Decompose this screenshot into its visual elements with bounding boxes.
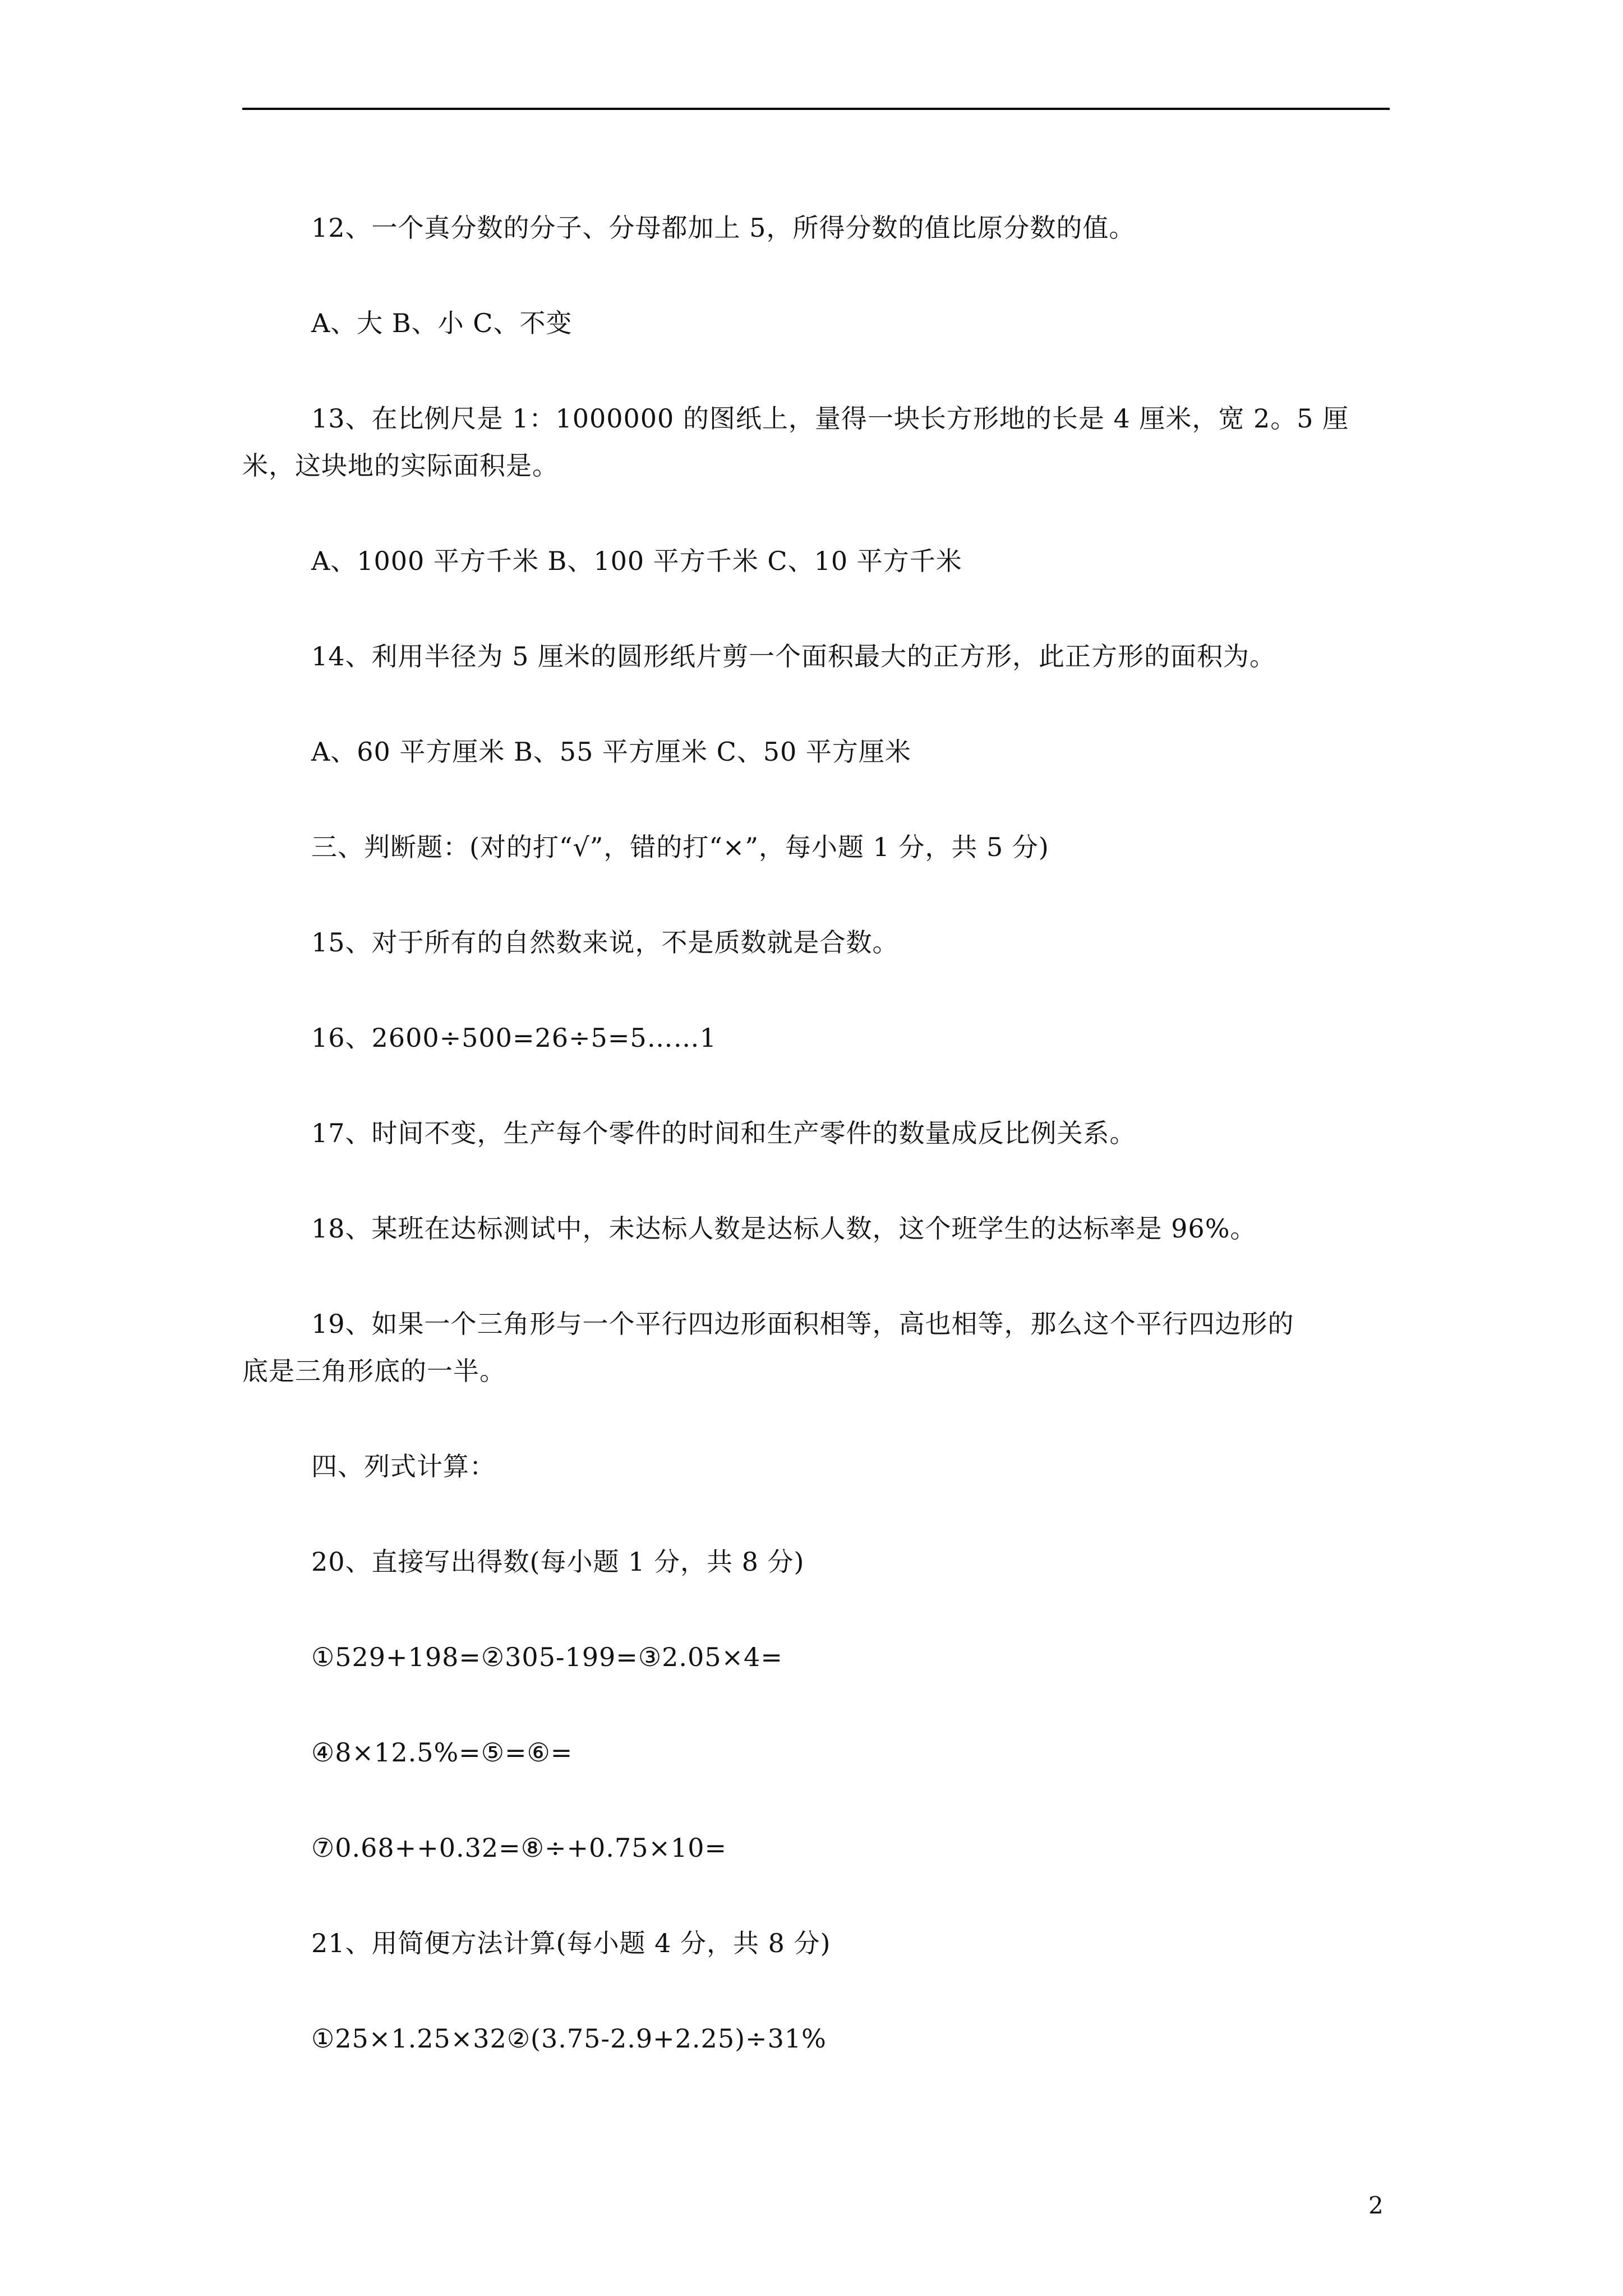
question-17: 17、时间不变，生产每个零件的时间和生产零件的数量成反比例关系。 xyxy=(311,1118,1136,1148)
question-20-items-1: ①529+198=②305-199=③2.05×4= xyxy=(311,1642,783,1672)
question-19-line-1: 19、如果一个三角形与一个平行四边形面积相等，高也相等，那么这个平行四边形的 xyxy=(311,1309,1294,1339)
question-13-line-2: 米，这块地的实际面积是。 xyxy=(242,450,559,481)
header-rule xyxy=(242,108,1390,110)
section-3-heading: 三、判断题：(对的打“√”，错的打“×”，每小题 1 分，共 5 分) xyxy=(311,832,1049,862)
question-16: 16、2600÷500=26÷5=5……1 xyxy=(311,1023,717,1053)
question-13-line-1: 13、在比例尺是 1：1000000 的图纸上，量得一块长方形地的长是 4 厘米，宽 2。5 厘 xyxy=(311,403,1349,434)
question-13-options: A、1000 平方千米 B、100 平方千米 C、10 平方千米 xyxy=(311,546,962,576)
question-20-items-3: ⑦0.68++0.32=⑧÷+0.75×10= xyxy=(311,1833,727,1863)
question-15: 15、对于所有的自然数来说，不是质数就是合数。 xyxy=(311,927,899,958)
question-21-items: ①25×1.25×32②(3.75-2.9+2.25)÷31% xyxy=(311,2023,827,2054)
section-4-heading: 四、列式计算： xyxy=(311,1451,496,1481)
page-number: 2 xyxy=(1368,2192,1384,2219)
question-14: 14、利用半径为 5 厘米的圆形纸片剪一个面积最大的正方形，此正方形的面积为。 xyxy=(311,641,1276,671)
question-12-options: A、大 B、小 C、不变 xyxy=(311,308,573,338)
question-12: 12、一个真分数的分子、分母都加上 5，所得分数的值比原分数的值。 xyxy=(311,213,1136,243)
question-20-items-2: ④8×12.5%=⑤=⑥= xyxy=(311,1737,573,1768)
question-21: 21、用简便方法计算(每小题 4 分，共 8 分) xyxy=(311,1928,831,1958)
question-20: 20、直接写出得数(每小题 1 分，共 8 分) xyxy=(311,1547,805,1577)
question-19-line-2: 底是三角形底的一半。 xyxy=(242,1356,506,1386)
question-14-options: A、60 平方厘米 B、55 平方厘米 C、50 平方厘米 xyxy=(311,737,911,767)
question-18: 18、某班在达标测试中，未达标人数是达标人数，这个班学生的达标率是 96%。 xyxy=(311,1213,1257,1244)
